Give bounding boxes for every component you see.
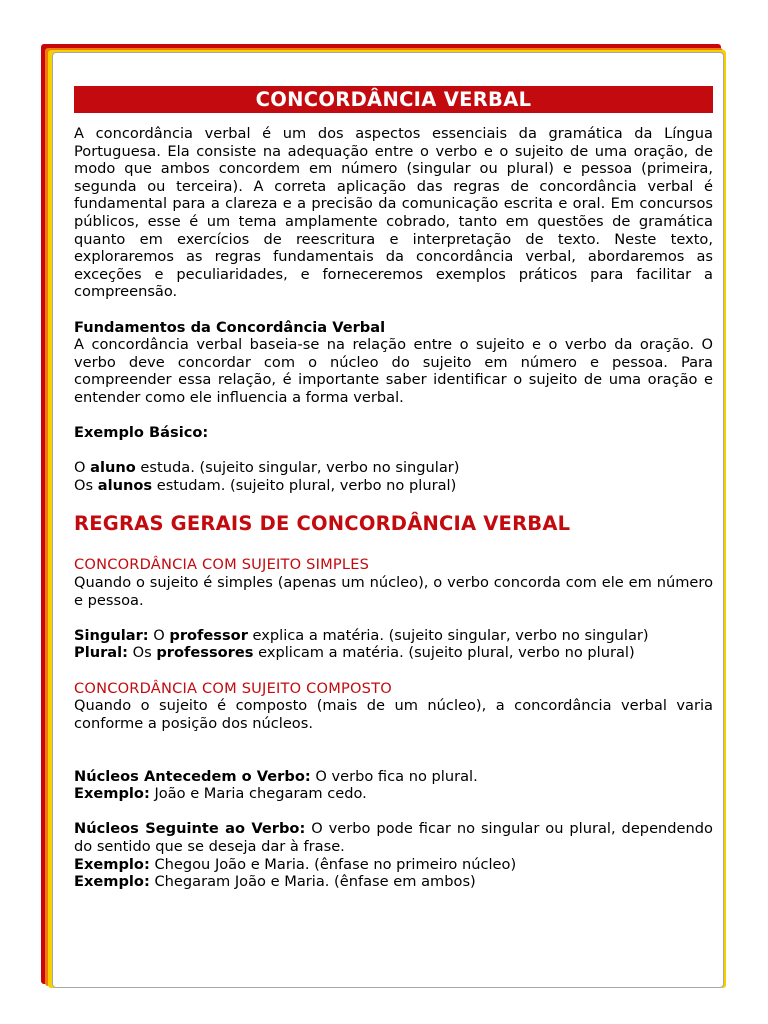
regras-heading: REGRAS GERAIS DE CONCORDÂNCIA VERBAL xyxy=(74,512,571,536)
exemplo-basico-heading: Exemplo Básico: xyxy=(74,424,209,442)
composto-heading: CONCORDÂNCIA COM SUJEITO COMPOSTO xyxy=(74,679,392,697)
antecedem-example: Exemplo: João e Maria chegaram cedo. xyxy=(74,785,367,803)
exemplo-basico-line-2: Os alunos estudam. (sujeito plural, verbo no plural) xyxy=(74,476,457,494)
composto-paragraph: Quando o sujeito é composto (mais de um núcleo), a concordância verbal varia conforme a posição dos núcleos. xyxy=(74,697,713,732)
fundamentos-paragraph: A concordância verbal baseia-se na relação entre o sujeito e o verbo da oração. O verbo deve concordar com o núcleo do sujeito em número e pessoa. Para compreender essa relação, é importante saber identificar o sujeito de uma oração e entender como ele influencia a forma verbal. xyxy=(74,336,713,406)
page-content xyxy=(74,86,713,891)
simples-paragraph: Quando o sujeito é simples (apenas um núcleo), o verbo concorda com ele em número e pessoa. xyxy=(74,574,713,609)
document-page xyxy=(52,52,724,988)
simples-heading: CONCORDÂNCIA COM SUJEITO SIMPLES xyxy=(74,556,370,574)
seguinte-rule: Núcleos Seguinte ao Verbo: O verbo pode ficar no singular ou plural, dependendo do sentido que se deseja dar à frase. xyxy=(74,820,713,855)
seguinte-example-1: Exemplo: Chegou João e Maria. (ênfase no primeiro núcleo) xyxy=(74,855,517,873)
intro-paragraph: A concordância verbal é um dos aspectos essenciais da gramática da Língua Portuguesa. Ela consiste na adequação entre o verbo e o sujeito de uma oração, de modo que ambos concordem em número (singular ou plural) e pessoa (primeira, segunda ou terceira). A correta aplicação das regras de concordância verbal é fundamental para a clareza e a precisão da comunicação escrita e oral. Em concursos públicos, esse é um tema amplamente cobrado, tanto em questões de gramática quanto em exercícios de reescritura e interpretação de texto. Neste texto, exploraremos as regras fundamentais da concordância verbal, abordaremos as exceções e peculiaridades, e forneceremos exemplos práticos para facilitar a compreensão. xyxy=(74,125,713,301)
antecedem-rule: Núcleos Antecedem o Verbo: O verbo fica no plural. xyxy=(74,767,478,785)
exemplo-basico-line-1: O aluno estuda. (sujeito singular, verbo no singular) xyxy=(74,459,460,477)
page-title: CONCORDÂNCIA VERBAL xyxy=(74,86,713,113)
fundamentos-heading: Fundamentos da Concordância Verbal xyxy=(74,318,386,336)
seguinte-example-2: Exemplo: Chegaram João e Maria. (ênfase em ambos) xyxy=(74,873,476,891)
simples-singular-example: Singular: O professor explica a matéria. (sujeito singular, verbo no singular) xyxy=(74,626,649,644)
simples-plural-example: Plural: Os professores explicam a matéria. (sujeito plural, verbo no plural) xyxy=(74,644,635,662)
